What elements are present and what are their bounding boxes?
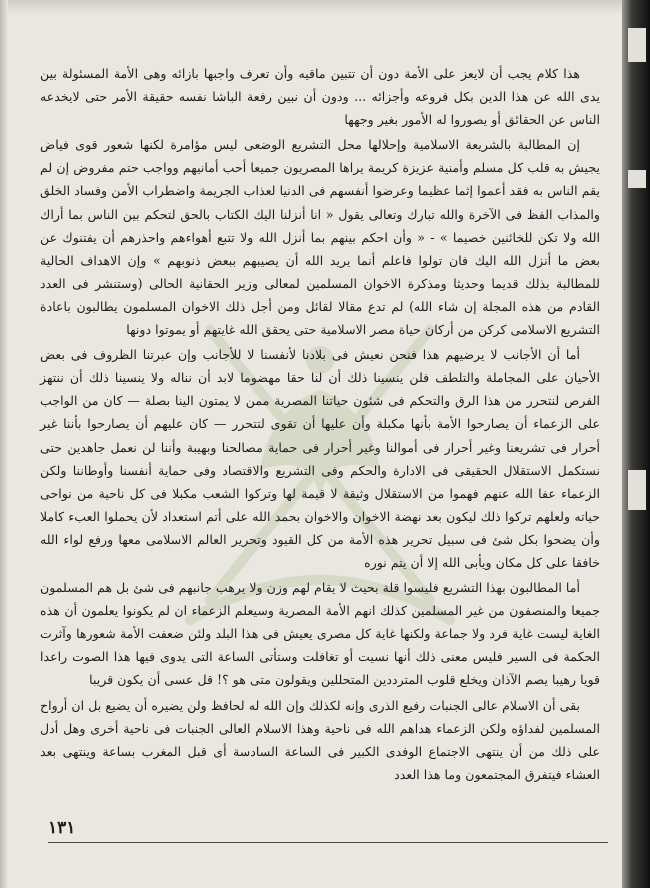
scanner-dark-edge xyxy=(622,0,650,888)
scan-shadow-top xyxy=(0,0,650,14)
paragraph-4: أما المطالبون بهذا التشريع فليسوا قلة بحيث لا يقام لهم وزن ولا يرهب جانبهم فى شئ بل هم المسلمون جميعا والمنصفون من غير المسلمين كذلك انهم الأمة المصرية وسيعلم الزعماء ان لم يكونوا يعلمون أن هذه الغاية ليست غاية فرد ولا جماعة ولكنها غاية كل مصرى يعيش فى هذا البلد ولئن ضعفت الأمة شعورها وآثرت الحكمة فى السير فليس معنى ذلك أنها نسيت أو تغافلت وستأتى الساعة التى يدوى فيها هذا الصوت راعدا قويا رهيبا يصم الآذان ويخلع قلوب المترددين المتحللين ويقولون متى هو ؟! قل عسى أن يكون قريبا xyxy=(40,580,600,688)
paragraph-1: هذا كلام يجب أن لايعز على الأمة دون أن تتبين ماقيه وأن تعرف واجبها بازائه وهى الأمة المسئولة بين يدى الله عن هذا الدين بكل فروعه وأجزائه ... ودون أن نبين رفعة الباشا نفسه حقيقة الأمر حتى لايخدعه الناس عن الحقائق أو يصوروا له الأمور بغير وجهها xyxy=(40,66,600,128)
bottom-rule xyxy=(48,842,608,843)
paragraph-2: إن المطالبة بالشريعة الاسلامية وإحلالها محل التشريع الوضعى ليس مؤامرة لكنها شعور قوى فياض يجيش به قلب كل مسلم وأمنية عزيزة كريمة يراها المصريون جميعا أحب أمانيهم وواجب حتم مفروض إن لم يقم الناس به فقد أعموا إثما عظيما وعرضوا أنفسهم فى الدنيا لعذاب الجريمة واضطراب الأمن وفساد الخلق والمذاب الفظ فى الآخرة والله تبارك وتعالى يقول « انا أنزلنا اليك الكتاب بالحق لتحكم بين الناس بما أراك الله ولا تكن للخائنين خصيما » - « وأن احكم بينهم بما أنزل الله ولا تتبع أهواءهم واحذرهم أن يفتنوك عن بعض ما أنزل الله اليك فان تولوا فاعلم أنما يريد الله أن يصيبهم ببعض ذنوبهم » وإن الاهداف الحالية للمطالبة بذلك قديما وحديثا ومذكرة الاخوان المسلمين لمعالى وزير الحقانية الحالى (وستنشر فى العدد القادم من هذه المجلة إن شاء الله) لم تدع مقالا لقائل ومن أجل ذلك الاخوان المسلمون يطالبون باعادة التشريع الاسلامى كركن من أركان حياة مصر الاسلامية حتى يحقق الله غايتهم أو يموتوا دونها xyxy=(40,137,600,338)
article-text xyxy=(40,62,600,786)
edge-notch xyxy=(628,170,646,188)
scan-shadow-left xyxy=(0,0,8,888)
paragraph-3: أما أن الأجانب لا يرضيهم هذا فنحن نعيش فى بلادنا لأنفسنا لا للأجانب وإن عبرتنا الظروف فى بعض الأحيان على المجاملة والتلطف فلن ينسينا ذلك أن لنا حقا مهضوما لابد أن نناله ولا ينسينا ذلك أن ننتهز الفرص لنتحرر من هذا الرق والتحكم فى شئون حياتنا المصرية ممن لا يمتون الينا بصلة — كان من الواجب على الزعماء أن يصارحوا الأمة بأنها مكبلة وأن عليها أن تقوى لتتحرر — كان عليهم أن يصارحوا بأننا غير أحرار فى تشريعنا وغير أحرار فى أموالنا وغير أحرار فى حماية مصالحنا وبهيبة وأننا لن نعمل جاهدين حتى نستكمل الاستقلال الحقيقى فى الادارة والحكم وفى التشريع والاقتصاد وفى حماية أنفسنا وأوطاننا ولكن الزعماء عفا الله عنهم فهموا من الاستقلال وثيقة لا قيمة لها وتركوا الشعب مكبلا فى كل ناحية من نواحى حياته ولعلهم تركوا ذلك ليكون بعد نهضة الاخوان والاخوان بحمد الله على أتم استعداد لأن يحملوا العبء كاملا وأن يضحوا بكل شئ فى سبيل تحرير هذه الأمة من كل القيود وتحرير العالم الاسلامى معها ورفع لواء الله خافقا على كل مكان ويأبى الله إلا أن يتم نوره xyxy=(40,347,600,570)
page-number: ١٣١ xyxy=(48,818,76,838)
paragraph-5: بقى أن الاسلام عالى الجنبات رفيع الذرى وإنه لكذلك وإن الله له لحافظ ولن يضيره أن يضيع بل ان أرواح المسلمين لفداؤه ولكن الزعماء هداهم الله فى ناحية وهذا الاسلام العالى الجنبات فى ناحية أخرى وهل أدل على ذلك من أن ينتهى الاجتماع الوفدى الكبير فى الساعة السادسة أى قبل المغرب بساعة وينتهى بعد العشاء فيتفرق المجتمعون وما هذا العدد xyxy=(40,697,600,782)
edge-notch xyxy=(628,470,646,510)
edge-notch xyxy=(628,28,646,62)
